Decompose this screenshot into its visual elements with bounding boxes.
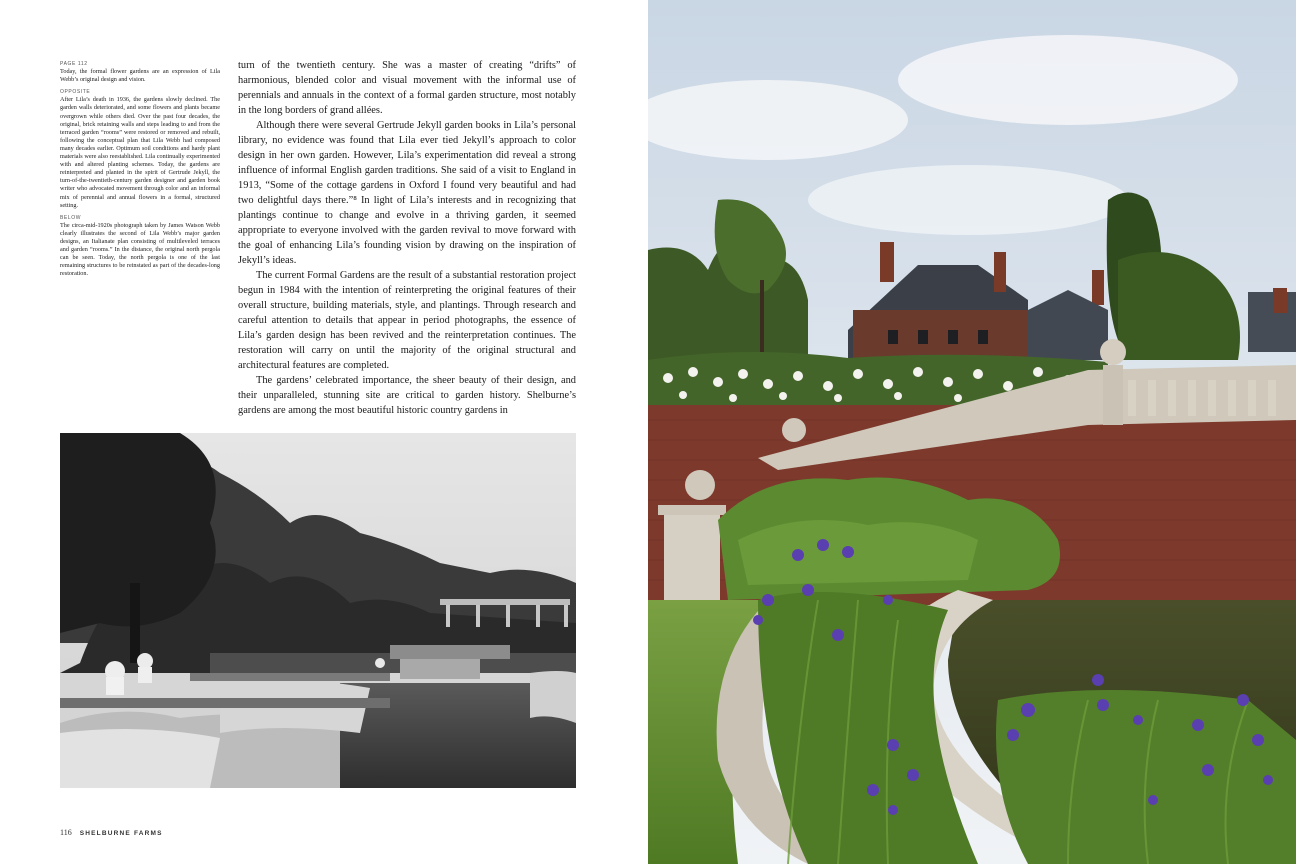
caption-label-opposite: OPPOSITE	[60, 89, 91, 96]
page-number: 116	[60, 828, 72, 837]
body-text	[238, 58, 576, 418]
body-paragraph: turn of the twentieth century. She was a master of creating “drifts” of harmonious, blended color and visual movement with the informal use of perennials and annuals in the context of a formal garden structure, most notably in the long borders of grand allées.	[238, 60, 576, 116]
caption-text-below: The circa-mid-1920s photograph taken by James Watson Webb clearly illustrates the second of Lila Webb’s major garden designs, an Italianate plan consisting of multileveled terraces and garden “rooms.” In the distance, the original north pergola can be seen. Today, the north pergola is one of the last remaining structures to be reinstated as part of the decades-long restoration.	[60, 221, 220, 278]
caption-column	[60, 60, 220, 278]
page-footer	[60, 828, 163, 837]
body-paragraph: The current Formal Gardens are the result of a substantial restoration project begun in 1984 with the intention of reinterpreting the original features of their overall structure, building materials, style, and plantings. Through research and careful attention to details that appear in period photographs, the essence of Lila’s garden design has been revived and the reinterpretation continues. The restoration will carry on until the majority of the original structural and architectural features are completed.	[238, 270, 576, 371]
caption-label-below: BELOW	[60, 214, 82, 221]
body-paragraph: The gardens’ celebrated importance, the sheer beauty of their design, and their unparalleled, stunning site are critical to garden history. Shelburne’s gardens are among the most beautiful historic country gardens in	[238, 375, 576, 416]
body-paragraph: Although there were several Gertrude Jekyll garden books in Lila’s personal library, no evidence was found that Lila ever tied Jekyll’s approach to color design in her own garden. However, Lila’s experimentation did reveal a strong influence of informal English garden traditions. She said of a visit to England in 1913, “Some of the cottage gardens in Oxford I found very beautiful and had two delightful days there.”⁸ In light of Lila’s interests and in recognizing that plantings continue to change and evolve in a thriving garden, it seemed appropriate to everyone involved with the garden revival to move forward with the goal of enhancing Lila’s founding vision by drawing on the inspiration of Jekyll’s ideas.	[238, 120, 576, 266]
historic-garden-photo	[60, 433, 576, 788]
caption-text-page-112: Today, the formal flower gardens are an expression of Lila Webb’s original design and vision.	[60, 68, 220, 84]
caption-text-opposite: After Lila’s death in 1936, the gardens slowly declined. The garden walls deteriorated, and some flowers and plants became overgrown while others died. Over the past four decades, the original, brick retaining walls and steps leading to and from the terraced garden “rooms” were restored or removed and rebuilt, following the conceptual plan that Lila Webb had composed many decades earlier. Optimum soil conditions and hardy plant materials were also reestablished. Lila continually experimented with and altered planting schemes. Today, the gardens are reinterpreted and planted in the spirit of Gertrude Jekyll, the turn-of-the-twentieth-century garden designer and garden book writer who advocated movement through color and an informal mix of perennial and annual flowers in a formal, structured setting.	[60, 96, 220, 209]
right-page	[648, 0, 1296, 864]
running-title: SHELBURNE FARMS	[79, 830, 163, 837]
formal-garden-photo	[648, 0, 1296, 864]
caption-label-page-112: PAGE 112	[60, 61, 88, 67]
